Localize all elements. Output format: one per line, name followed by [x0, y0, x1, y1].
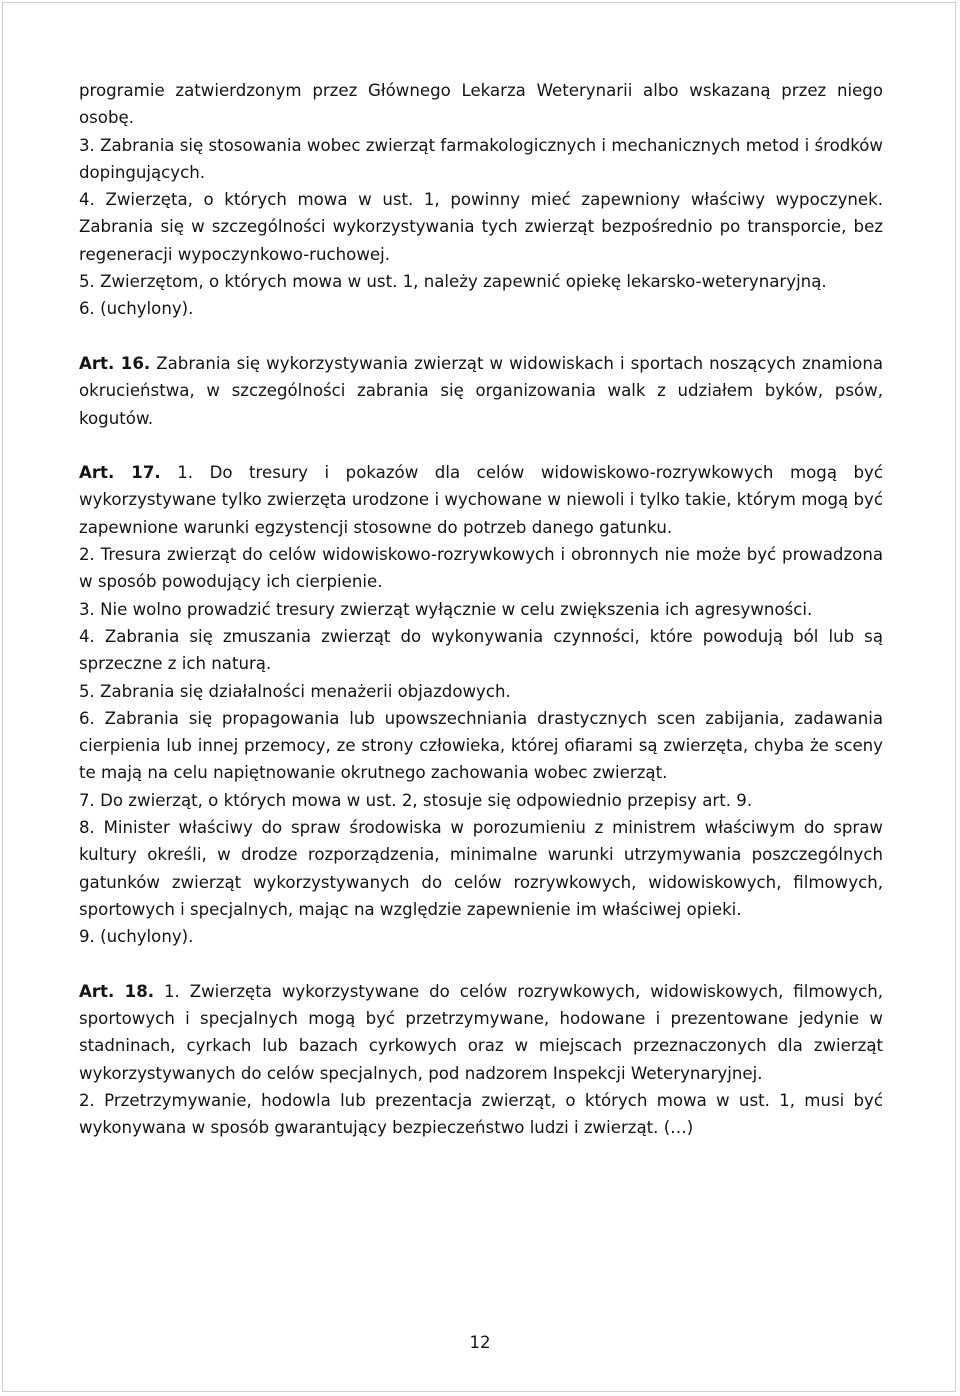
paragraph-art15-ust5: 5. Zwierzętom, o których mowa w ust. 1, należy zapewnić opiekę lekarsko-weterynaryjną. — [79, 272, 827, 292]
paragraph-continuation: programie zatwierdzonym przez Głównego Lekarza Weterynarii albo wskazaną przez niego osobę. — [79, 81, 883, 128]
paragraph-art17-ust4: 4. Zabrania się zmuszania zwierząt do wykonywania czynności, które powodują ból lub są sprzeczne z ich naturą. — [79, 626, 883, 674]
paragraph-art17-ust9: 9. (uchylony). — [79, 927, 194, 947]
paragraph-art17-ust5: 5. Zabrania się działalności menażerii objazdowych. — [79, 681, 511, 701]
article-label: Art. 17. — [79, 463, 161, 483]
article-label: Art. 18. — [79, 981, 155, 1001]
document-body — [79, 77, 883, 1142]
article-18: Art. 18. 1. Zwierzęta wykorzystywane do celów rozrywkowych, widowiskowych, filmowych, sportowych i specjalnych mogą być przetrzymywane, hodowane i prezentowane jedynie w stadninach, cyrkach lub bazach cyrkowych oraz w miejscach przeznaczonych dla zwierząt wykorzystywanych do celów specjalnych, pod nadzorem Inspekcji Weterynaryjnej. — [79, 981, 883, 1083]
article-label: Art. 16. — [79, 353, 151, 373]
article-16: Art. 16. Zabrania się wykorzystywania zwierząt w widowiskach i sportach noszących znamiona okrucieństwa, w szczególności zabrania się organizowania walk z udziałem byków, psów, kogutów. — [79, 353, 883, 428]
paragraph-art17-ust3: 3. Nie wolno prowadzić tresury zwierząt wyłącznie w celu zwiększenia ich agresywności. — [79, 599, 813, 619]
paragraph-art18-ust2: 2. Przetrzymywanie, hodowla lub prezentacja zwierząt, o których mowa w ust. 1, musi być wykonywana w sposób gwarantujący bezpieczeństwo ludzi i zwierząt. (…) — [79, 1090, 883, 1138]
paragraph-art15-ust6: 6. (uchylony). — [79, 299, 194, 319]
paragraph-art15-ust3: 3. Zabrania się stosowania wobec zwierząt farmakologicznych i mechanicznych metod i środków dopingujących. — [79, 135, 883, 182]
paragraph-art15-ust4: 4. Zwierzęta, o których mowa w ust. 1, powinny mieć zapewniony właściwy wypoczynek. Zabrania się w szczególności wykorzystywania tych zwierząt bezpośrednio po transporcie, bez regeneracji wypoczynkowo-ruchowej. — [79, 190, 883, 264]
page-number: 12 — [469, 1333, 491, 1352]
article-17: Art. 17. 1. Do tresury i pokazów dla celów widowiskowo-rozrywkowych mogą być wykorzystywane tylko zwierzęta urodzone i wychowane w niewoli i tylko takie, którym mogą być zapewnione warunki egzystencji stosowne do potrzeb danego gatunku. — [79, 463, 883, 537]
paragraph-art17-ust7: 7. Do zwierząt, o których mowa w ust. 2, stosuje się odpowiednio przepisy art. 9. — [79, 790, 753, 810]
paragraph-art17-ust2: 2. Tresura zwierząt do celów widowiskowo-rozrywkowych i obronnych nie może być prowadzona w sposób powodujący ich cierpienie. — [79, 545, 883, 592]
paragraph-art17-ust8: 8. Minister właściwy do spraw środowiska w porozumieniu z ministrem właściwym do spraw kultury określi, w drodze rozporządzenia, minimalne warunki utrzymywania poszczególnych gatunków zwierząt wykorzystywanych do celów rozrywkowych, widowiskowych, filmowych, sportowych i specjalnych, mając na względzie zapewnienie im właściwej opieki. — [79, 818, 883, 919]
paragraph-art17-ust6: 6. Zabrania się propagowania lub upowszechniania drastycznych scen zabijania, zadawania cierpienia lub innej przemocy, ze strony człowieka, której ofiarami są zwierzęta, chyba że sceny te mają na celu napiętnowanie okrutnego zachowania wobec zwierząt. — [79, 708, 883, 783]
